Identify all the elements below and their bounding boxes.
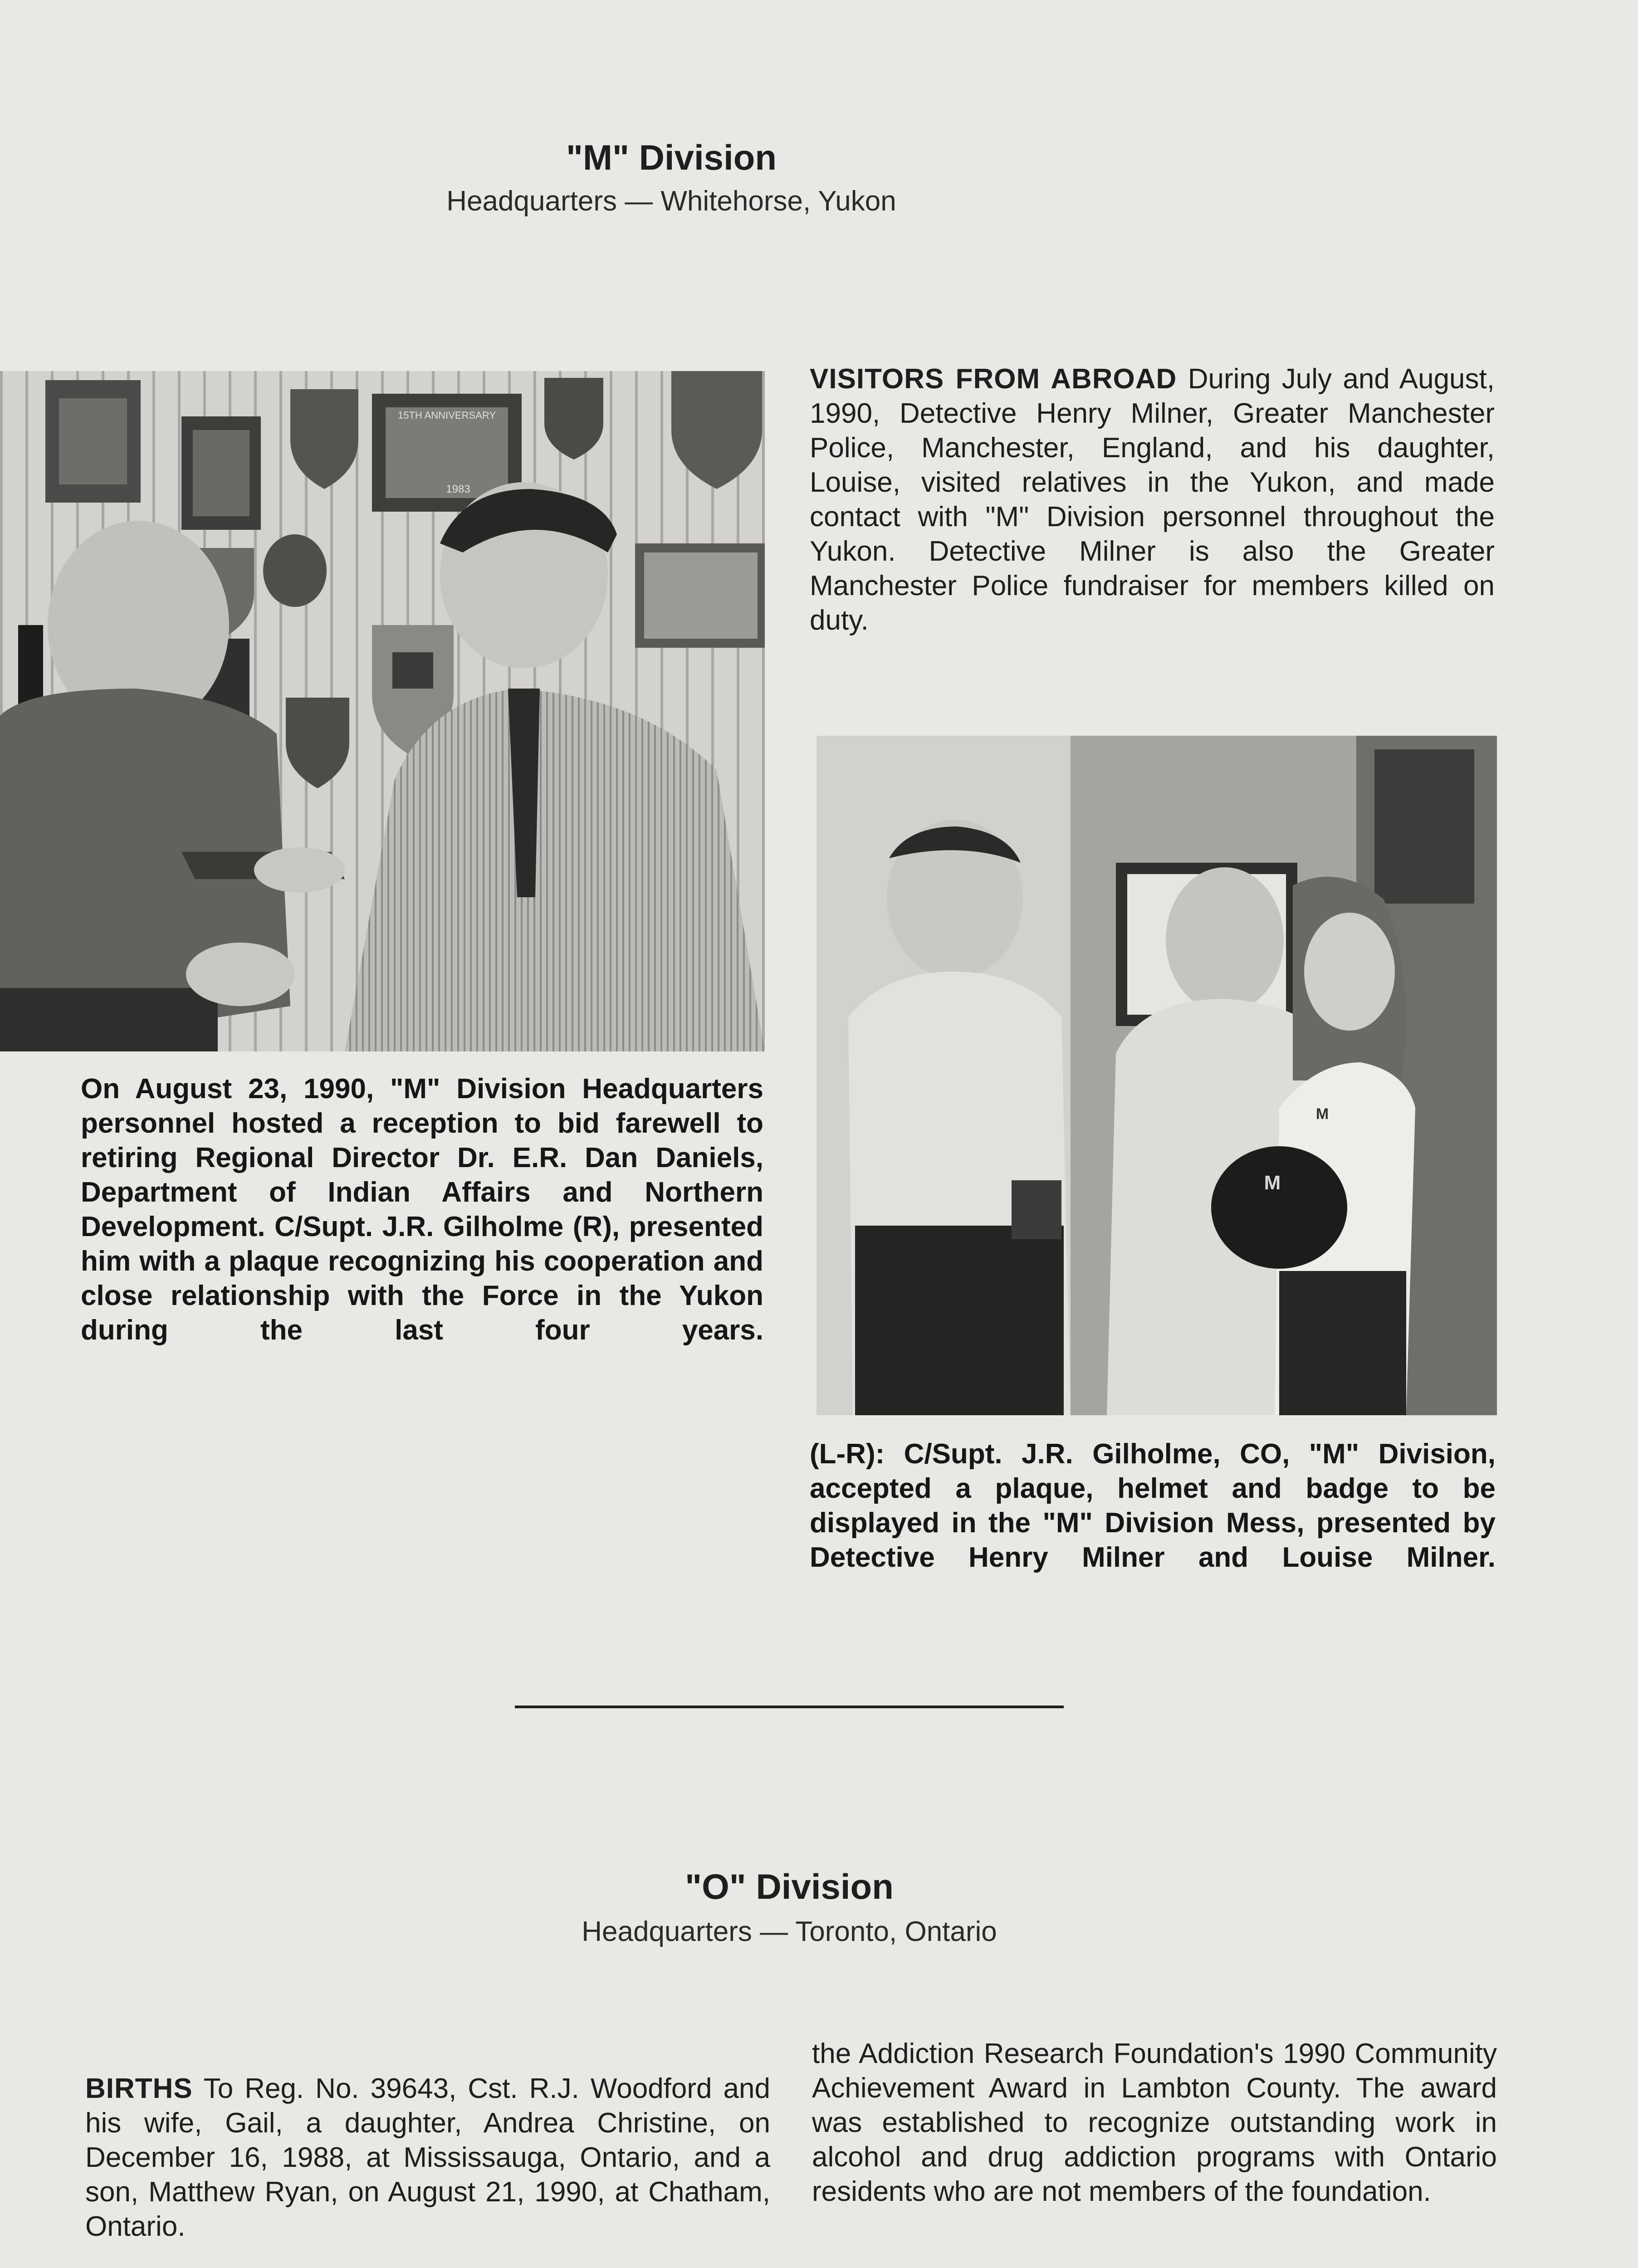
o-division-title: "O" Division [685, 1867, 894, 1906]
births-body: To Reg. No. 39643, Cst. R.J. Woodford and his wife, Gail, a daughter, Andrea Christine, on December 16, 1988, at Mississauga, Ontario, and a son, Matthew Ryan, on August 21, 1990, at Chatham, Ontario. [85, 2073, 770, 2242]
m-division-title: "M" Division [566, 137, 777, 177]
year-text: 1983 [446, 483, 470, 495]
helmet-letter: M [1264, 1172, 1281, 1194]
caption-right: (L-R): C/Supt. J.R. Gilholme, CO, "M" Division, accepted a plaque, helmet and badge to be displayed in the "M" Division Mess, presented by Detective Henry Milner and Louise Milner. [810, 1438, 1496, 1573]
award-continued-paragraph: the Addiction Research Foundation's 1990 Community Achievement Award in Lambton County. The award was established to recognize outstanding work in alcohol and drug addiction programs with Ontario residents who are not members of the foundation. [812, 2038, 1497, 2207]
m-division-subtitle: Headquarters — Whitehorse, Yukon [446, 186, 896, 217]
births-paragraph [85, 2072, 770, 2244]
caption-left: On August 23, 1990, "M" Division Headquarters personnel hosted a reception to bid farewell to retiring Regional Director Dr. E.R. Dan Daniels, Department of Indian Affairs and Northern Development. C/Supt. J.R. Gilholme (R), presented him with a plaque recognizing his cooperation and close relationship with the Force in the Yukon during the last four years. [81, 1073, 763, 1346]
visitors-paragraph [810, 362, 1495, 638]
o-division-subtitle: Headquarters — Toronto, Ontario [582, 1916, 997, 1947]
photo-visitors [817, 736, 1497, 1415]
shirt-letter: M [1315, 1105, 1329, 1123]
banner-text: 15TH ANNIVERSARY [397, 410, 496, 421]
photo-plaque-presentation [0, 371, 765, 1051]
section-divider [515, 1706, 1064, 1708]
visitors-body: During July and August, 1990, Detective Henry Milner, Greater Manchester Police, Manchester, England, and his daughter, Louise, visited relatives in the Yukon, and made contact with "M" Division personnel throughout the Yukon. Detective Milner is also the Greater Manchester Police fundraiser for members killed on duty. [810, 363, 1495, 636]
births-lead: BIRTHS [85, 2073, 193, 2104]
visitors-lead: VISITORS FROM ABROAD [810, 363, 1177, 395]
